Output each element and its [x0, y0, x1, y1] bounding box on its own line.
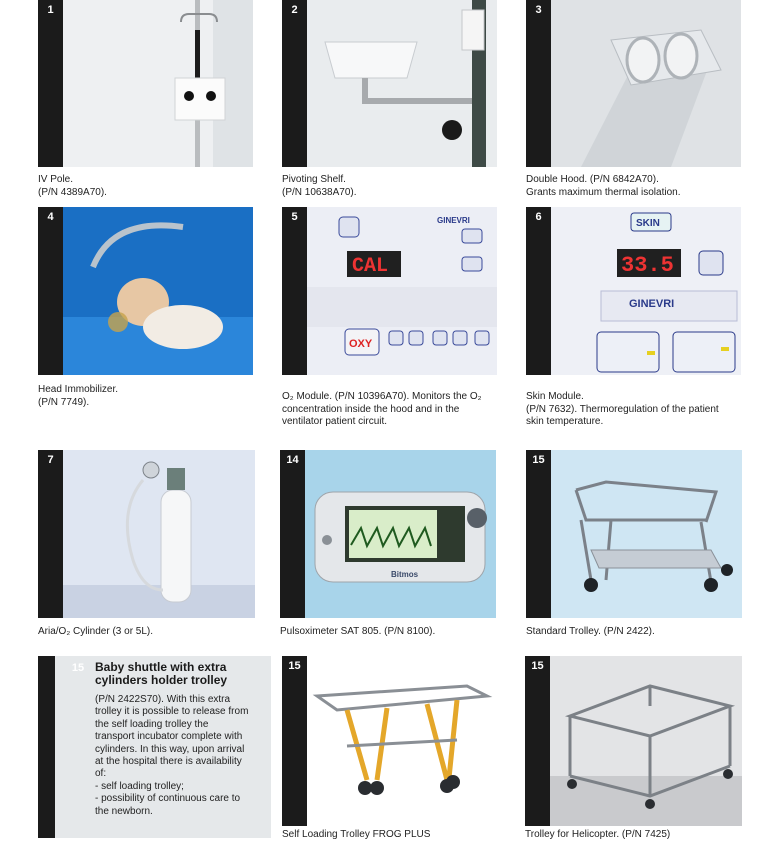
product-tile-double-hood — [526, 0, 741, 167]
helicopter-trolley-photo — [550, 656, 742, 826]
product-tile-standard-trolley — [526, 450, 742, 618]
frog-plus-trolley-photo — [307, 656, 498, 826]
item-number-badge: 15 — [525, 656, 550, 826]
skin-module-label: SKIN — [636, 218, 660, 229]
pivoting-shelf-photo — [307, 0, 497, 167]
item-number-badge: 7 — [38, 450, 63, 618]
item-number-badge: 15 — [38, 656, 55, 838]
caption-iv-pole: IV Pole. (P/N 4389A70). — [38, 174, 107, 198]
product-tile-o2-module — [282, 207, 497, 375]
product-tile-pulsoximeter — [280, 450, 496, 618]
caption-double-hood: Double Hood. (P/N 6842A70). Grants maximum thermal isolation. — [526, 174, 681, 198]
caption-helicopter-trolley: Trolley for Helicopter. (P/N 7425) — [525, 829, 671, 840]
caption-standard-trolley: Standard Trolley. (P/N 2422). — [526, 626, 655, 637]
head-immobilizer-photo — [63, 207, 253, 375]
item-number-badge: 5 — [282, 207, 307, 375]
item-number-badge: 15 — [282, 656, 307, 826]
caption-frog-plus-trolley: Self Loading Trolley FROG PLUS — [282, 829, 431, 840]
o2-module-label: OXY — [349, 338, 373, 350]
pulsoximeter-photo — [305, 450, 496, 618]
skin-module-photo — [551, 207, 741, 375]
item-number-badge: 15 — [526, 450, 551, 618]
baby-shuttle-title: Baby shuttle with extra cylinders holder trolley — [95, 660, 228, 687]
product-tile-head-immobilizer — [38, 207, 253, 375]
item-number-badge: 2 — [282, 0, 307, 167]
baby-shuttle-description: (P/N 2422S70). With this extra trolley it is possible to release from the self loading trolley the transport incubator complete with cylinders. In this way, upon arrival at the hospital there is availability of: - self loading trolley; - possibility of continuous care to the newborn. — [95, 694, 249, 817]
caption-pivoting-shelf: Pivoting Shelf. (P/N 10638A70). — [282, 174, 357, 198]
o2-module-brand: GINEVRI — [437, 216, 470, 225]
o2-module-reading: CAL — [352, 255, 389, 278]
product-tile-frog-plus-trolley — [282, 656, 498, 826]
caption-pulsoximeter: Pulsoximeter SAT 805. (P/N 8100). — [280, 626, 436, 637]
product-tile-helicopter-trolley — [525, 656, 742, 826]
skin-module-brand: GINEVRI — [629, 298, 675, 310]
item-number-badge: 4 — [38, 207, 63, 375]
item-number-badge: 14 — [280, 450, 305, 618]
caption-cylinder: Aria/O₂ Cylinder (3 or 5L). — [38, 626, 154, 637]
skin-module-reading: 33.5 — [621, 253, 674, 278]
caption-o2-module: O₂ Module. (P/N 10396A70). Monitors the O₂ concentration inside the hood and in the ventilator patient circuit. — [282, 391, 482, 427]
iv-pole-photo — [63, 0, 253, 167]
caption-head-immobilizer: Head Immobilizer. (P/N 7749). — [38, 384, 119, 408]
cylinder-photo — [63, 450, 255, 618]
product-tile-cylinder — [38, 450, 255, 618]
product-tile-skin-module — [526, 207, 741, 375]
double-hood-photo — [551, 0, 741, 167]
caption-skin-module: Skin Module. (P/N 7632). Thermoregulation of the patient skin temperature. — [526, 391, 719, 427]
product-tile-iv-pole — [38, 0, 253, 167]
pulsox-brand: Bitmos — [391, 570, 419, 579]
item-number-badge: 1 — [38, 0, 63, 167]
baby-shuttle-box — [38, 656, 271, 838]
standard-trolley-photo — [551, 450, 742, 618]
item-number-badge: 6 — [526, 207, 551, 375]
item-number-badge: 3 — [526, 0, 551, 167]
o2-module-photo — [307, 207, 497, 375]
product-tile-pivoting-shelf — [282, 0, 497, 167]
